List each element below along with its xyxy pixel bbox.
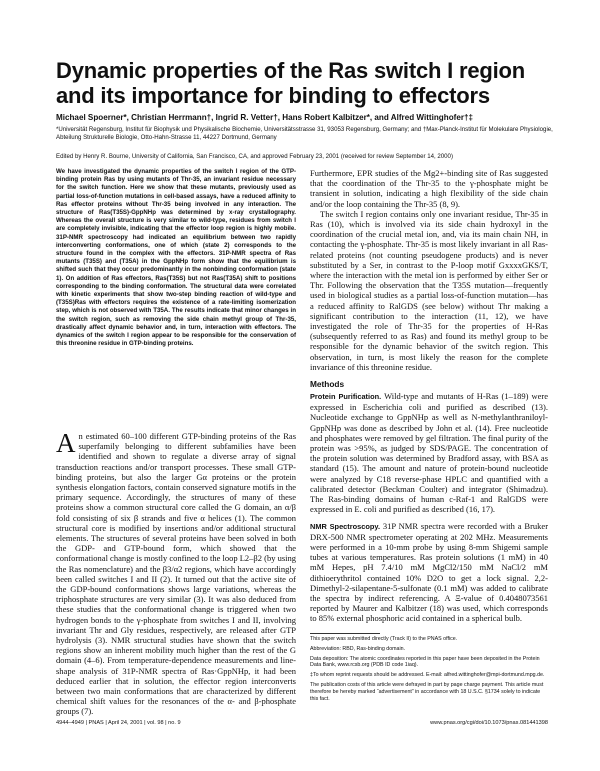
author-list: Michael Spoerner*, Christian Herrmann†, Ingrid R. Vetter†, Hans Robert Kalbitzer*, and Alfred Wittinghofer†‡	[56, 113, 473, 122]
introduction-paragraph	[56, 428, 296, 717]
protein-purification-title: Protein Purification.	[310, 392, 382, 402]
methods-heading: Methods	[310, 379, 345, 390]
footnote-data-deposition: Data deposition: The atomic coordinates reported in this paper have been deposited in the Protein Data Bank, www.rcsb.org (PDB ID code 1iaq).	[310, 655, 540, 669]
edited-by-line: Edited by Henry R. Bourne, University of California, San Francisco, CA, and approved February 23, 2001 (received for review September 14, 2000)	[56, 153, 453, 160]
affiliations: *Universität Regensburg, Institut für Biophysik und Physikalische Biochemie, Universitätsstrasse 31, 93053 Regensburg, Germany; and †Max-Planck-Institut für Molekulare Physiologie, Abteilung Strukturelle Biologie, Otto-Hahn-Strasse 11, 44227 Dortmund, Germany	[56, 126, 553, 141]
right-column	[310, 168, 548, 624]
abstract: We have investigated the dynamic properties of the switch I region of the GTP-binding protein Ras by using mutants of Thr-35, an invariant residue necessary for the switch function. Here we show that these mutants, previously used as partial loss-of-function mutations in cell-based assays, have a reduced affinity to Ras effector proteins without Thr-35 being involved in any interaction. The structure of Ras(T35S)-GppNHp was determined by x-ray crystallography. Whereas the overall structure is very similar to wild-type, residues from switch I are completely invisible, indicating that the effector loop region is highly mobile. 31P-NMR spectroscopy had indicated an equilibrium between two rapidly interconverting conformations, one of which (state 2) corresponds to the structure found in the complex with the effectors. 31P-NMR spectra of Ras mutants (T35S) and (T35A) in the GppNHp form show that the equilibrium is shifted such that they occur predominantly in the nonbinding conformation (state 1). On addition of Ras effectors, Ras(T35S) but not Ras(T35A) shift to positions corresponding to the binding conformation. The structural data were correlated with kinetic experiments that show two-step binding reaction of wild-type and (T35S)Ras with effectors requires the existence of a rate-limiting isomerization step, which is not observed with T35A. The results indicate that minor changes in the switch region, such as removing the side chain methyl group of Thr-35, drastically affect dynamic behavior and, in turn, interaction with effectors. The dynamics of the switch I region appear to be responsible for the conservation of this threonine residue in GTP-binding proteins.	[56, 168, 296, 348]
footnote-reprints: ‡To whom reprint requests should be addressed. E-mail: alfred.wittinghofer@mpi-dortmund.mpg.de.	[310, 672, 545, 679]
introduction-text: n estimated 60–100 different GTP-binding proteins of the Ras superfamily belonging to different subfamilies have been identified and shown to regulate a diverse array of signal transduction reactions and/or transport processes. These small GTP-binding proteins, but also the larger Gα proteins or the protein synthesis elongation factors, contain conserved signature motifs in the primary sequence. Accordingly, the structures of many of these proteins show a common structural core called the G domain, an α/β fold consisting of six β strands and five α helices (1). The common structural core is modified by insertions and/or additional structural elements. The structures of several proteins have been solved in both the GDP- and GTP-bound form, which showed that the conformational change is mostly confined to the loop L2–β2 (by using the Ras nomenclature) and the β3/α2 regions, which have accordingly been called switches I and II (2). It turned out that the active site of the GDP-bound conformations shows large variations, whereas the triphosphate structures are very similar (3). It was also deduced from these studies that the conformational change is triggered when two hydrogen bonds to the γ-phosphate from switches I and II, involving invariant Thr and Gly residues, respectively, are released after GTP hydrolysis (3). NMR structural studies have shown that the switch regions show an inherent mobility much higher than the rest of the G domain (4–6). From temperature-dependence measurements and line-shape analysis of 31P-NMR spectra of Ras·GppNHp, it had been deduced earlier that in solution, the effector region interconverts between two main conformations that are characterized by different chemical shift values for the resonances of the α- and β-phosphate groups (7).	[56, 431, 296, 717]
nmr-spectroscopy-title: NMR Spectroscopy.	[310, 521, 381, 531]
nmr-spectroscopy-text: 31P NMR spectra were recorded with a Bruker DRX-500 NMR spectrometer operating at 202 MHz. Measurements were performed in a 10-mm probe by using 8-mm Shigemi sample tubes at various temperatures. Ras protein solutions (1 mM) in 40 mM Hepes, pH 7.4/10 mM MgCl2/150 mM NaCl/2 mM dithioerythritol contained 10% D2O to get a lock signal. 2,2-Dimethyl-2-silapentane-5-sulfonate (0.1 mM) was added to calibrate the spectra by indirect referencing. A Ξ-value of 0.4048073561 reported by Maurer and Kalbitzer (18) was used, which corresponds to 85% external phosphoric acid contained in a spherical bulb.	[310, 520, 549, 624]
drop-cap: A	[56, 428, 76, 458]
footer-doi: www.pnas.org/cgi/doi/10.1073/pnas.081441398	[430, 720, 548, 726]
nmr-spectroscopy-paragraph	[310, 521, 548, 624]
protein-purification-text: Wild-type and mutants of H-Ras (1–189) were expressed in Escherichia coli and purified as described (13). Nucleotide exchange to GppNHp as well as N-methylanthraniloyl-GppNHp was done as described by John et al. (14). Free nucleotide and phosphates were removed by gel filtration. The final purity of the protein was >95%, as judged by SDS/PAGE. The concentration of the protein solution was determined by Bradford assay, with BSA as standard (15). The amount and nature of protein-bound nucleotide were analyzed by C18 reverse-phase HPLC and quantified with a calibrated detector (Beckman Coulter) and integrator (Shimadzu). The Ras-binding domains of human c-Raf-1 and RalGDS were expressed in E. coli and purified as described (16, 17).	[310, 391, 548, 515]
footnote-rule	[310, 633, 380, 634]
body-paragraph-2: The switch I region contains only one invariant residue, Thr-35 in Ras (10), which is involved via its side chain hydroxyl in the coordination of the crucial metal ion, and, via its main chain NH, in contacting the γ-phosphate. Thr-35 is most likely invariant in all Ras-related proteins (not counting pseudogene products) and is never substituted by a Ser, in contrast to the P-loop motif GxxxxGKS/T, where the interaction with the metal ion is performed by either Ser or Thr. Following the observation that the T35S mutation—frequently used in biological studies as a partial loss-of-function mutation—has a reduced affinity to RalGDS (see below) without Thr making a significant contribution to the interaction (11, 12), we have investigated the role of Thr-35 for the properties of H-Ras (subsequently referred to as Ras) and found its methyl group to be responsible for the dynamic behavior of the switch region. This observation, in turn, is most likely the reason for the complete invariance of this threonine residue.	[310, 208, 548, 372]
footnote-publication-costs: The publication costs of this article were defrayed in part by page charge payment. This article must therefore be hereby marked “advertisement” in accordance with 18 U.S.C. §1734 solely to indicate this fact.	[310, 681, 544, 702]
footnotes	[310, 636, 548, 705]
protein-purification-paragraph	[310, 391, 548, 514]
footer-citation: 4944–4949 | PNAS | April 24, 2001 | vol. 98 | no. 9	[56, 720, 181, 726]
article-title: Dynamic properties of the Ras switch I region and its importance for binding to effectors	[56, 58, 525, 108]
footnote-track: This paper was submitted directly (Track II) to the PNAS office.	[310, 636, 458, 642]
body-paragraph-1: Furthermore, EPR studies of the Mg2+-binding site of Ras suggested that the coordination of the Thr-35 to the γ-phosphate might be transient in solution, indicating a high flexibility of the side chain and/or the loop containing the Thr-35 (8, 9).	[310, 168, 548, 209]
page-footer	[56, 718, 548, 728]
footnote-abbreviation: Abbreviation: RBD, Ras-binding domain.	[310, 645, 406, 652]
